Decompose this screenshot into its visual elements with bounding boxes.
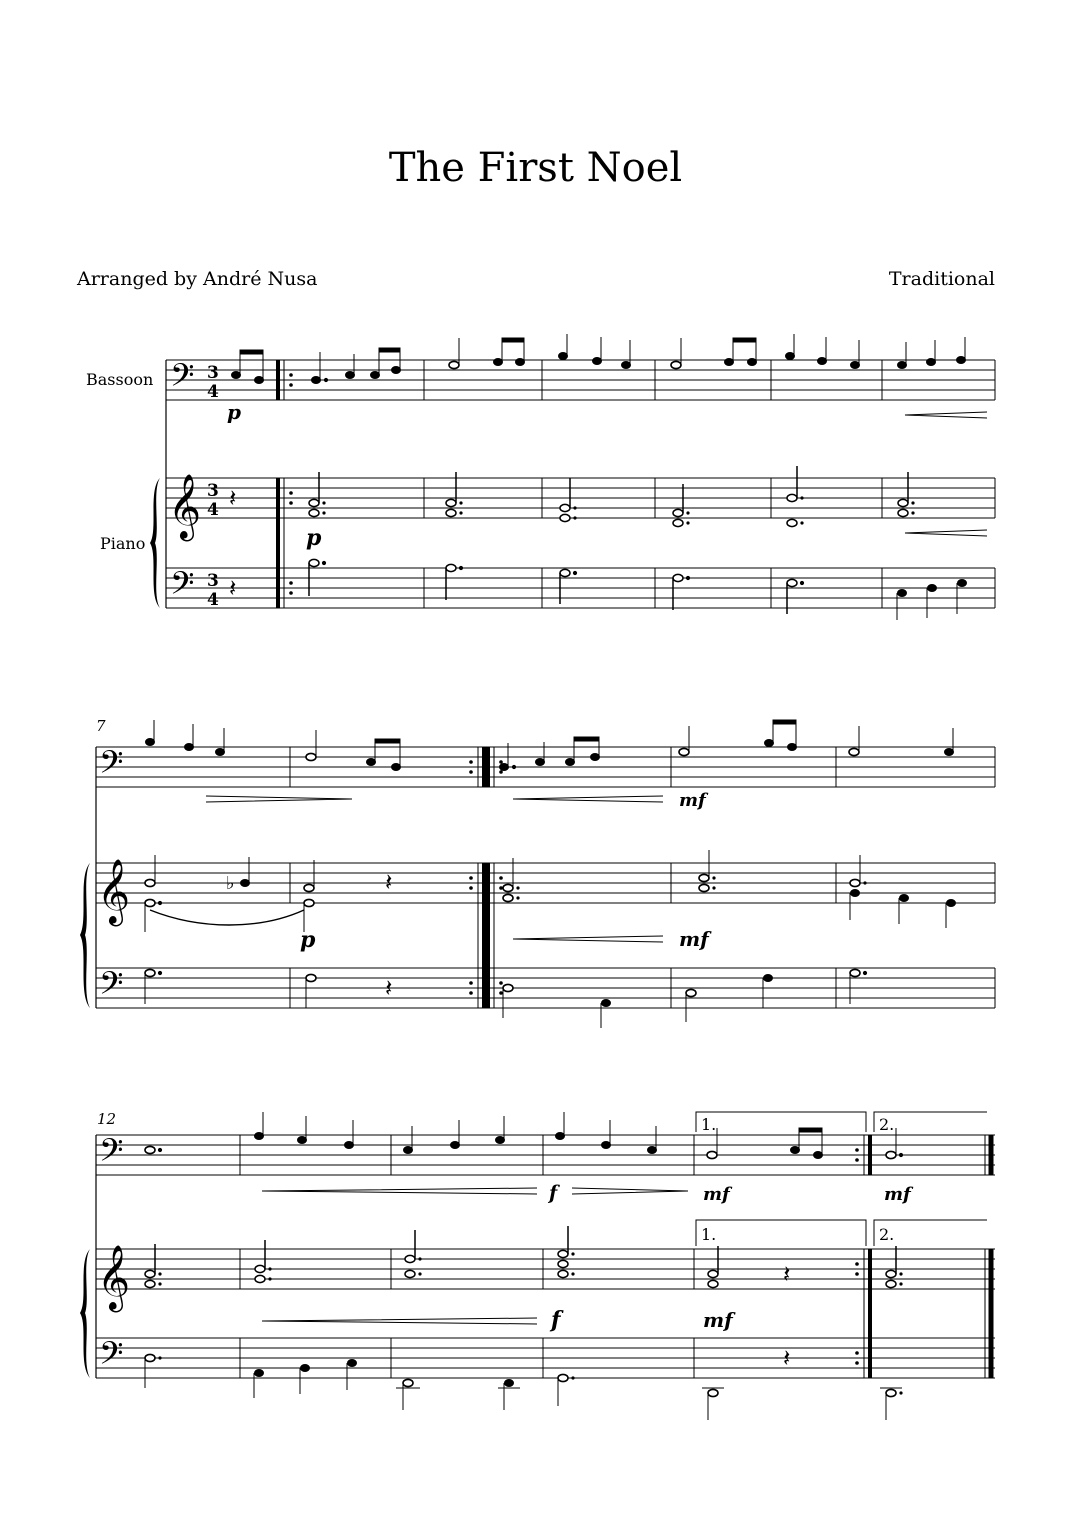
crescendo-hairpin (262, 1318, 537, 1324)
bass-clef-icon: 𝄢 (99, 1335, 124, 1379)
crescendo-hairpin (513, 796, 663, 802)
composer-credit: Traditional (888, 268, 995, 290)
bassoon-notes-2 (146, 720, 954, 771)
svg-text:3: 3 (207, 571, 219, 591)
volta-2-label: 2. (879, 1225, 895, 1244)
volta-1-label: 1. (701, 1115, 717, 1134)
decrescendo-hairpin (572, 1188, 688, 1194)
treble-clef-icon: 𝄞 (168, 474, 202, 539)
bass-clef-icon: 𝄢 (170, 565, 195, 609)
svg-text:3: 3 (207, 363, 219, 383)
rest-icon: 𝄽 (229, 484, 237, 512)
bassoon-staff-2 (96, 747, 995, 787)
svg-text:4: 4 (207, 590, 219, 610)
rest-icon: 𝄽 (783, 1260, 791, 1288)
piano-barlines-2 (290, 863, 995, 1008)
bassoon-notes-1 (232, 334, 966, 384)
dynamic-marking: mf (703, 1308, 733, 1332)
dynamic-marking: p (227, 400, 241, 424)
bassoon-staff-3 (96, 1135, 995, 1175)
bass-clef-icon: 𝄢 (170, 357, 195, 401)
piano-bass-staff-3 (96, 1338, 995, 1378)
dynamic-marking: mf (679, 790, 706, 811)
crescendo-hairpin (513, 936, 663, 942)
system-3 (80, 1110, 995, 1420)
bass-clef-icon: 𝄢 (99, 744, 124, 788)
bassoon-label: Bassoon (86, 370, 154, 389)
piano-brace (80, 863, 90, 1008)
measure-number: 12 (97, 1110, 117, 1128)
rest-icon: 𝄽 (385, 868, 393, 896)
measure-number: 7 (96, 717, 106, 735)
dynamic-marking: mf (703, 1184, 730, 1205)
score-title: The First Noel (388, 145, 683, 191)
dynamic-marking: p (306, 525, 322, 551)
dynamic-marking: f (549, 1182, 558, 1204)
svg-text:4: 4 (207, 500, 219, 520)
flat-icon: ♭ (226, 873, 235, 894)
dynamic-marking: mf (679, 927, 709, 951)
piano-treble-staff-3 (96, 1249, 995, 1289)
dynamic-marking: mf (884, 1184, 911, 1205)
rest-icon: 𝄽 (783, 1344, 791, 1372)
piano-treble-staff-1 (166, 478, 995, 518)
system-2 (80, 717, 995, 1028)
treble-clef-icon: 𝄞 (97, 859, 131, 924)
svg-text:4: 4 (207, 382, 219, 402)
piano-brace (80, 1249, 90, 1378)
dynamic-marking: p (300, 927, 316, 953)
crescendo-hairpin (262, 1188, 537, 1194)
arranger-credit: Arranged by André Nusa (77, 268, 318, 290)
bass-clef-icon: 𝄢 (99, 1132, 124, 1176)
piano-bass-staff-1 (166, 568, 995, 608)
piano-barlines-3 (240, 1249, 991, 1378)
rest-icon: 𝄽 (385, 974, 393, 1002)
crescendo-hairpin (905, 530, 987, 536)
system-1 (86, 334, 995, 620)
bass-clef-icon: 𝄢 (99, 965, 124, 1009)
crescendo-hairpin (905, 412, 987, 418)
bassoon-staff-1 (166, 360, 995, 400)
treble-clef-icon: 𝄞 (97, 1245, 131, 1310)
volta-brackets (696, 1112, 987, 1246)
rest-icon: 𝄽 (229, 574, 237, 602)
piano-treble-notes-2 (145, 850, 956, 932)
time-signature (207, 363, 219, 610)
piano-label: Piano (100, 534, 146, 553)
volta-2-label: 2. (879, 1115, 895, 1134)
volta-1-label: 1. (701, 1225, 717, 1244)
svg-text:3: 3 (207, 481, 219, 501)
dynamic-marking: f (551, 1307, 561, 1333)
piano-brace (150, 478, 160, 608)
decrescendo-hairpin (206, 796, 352, 802)
